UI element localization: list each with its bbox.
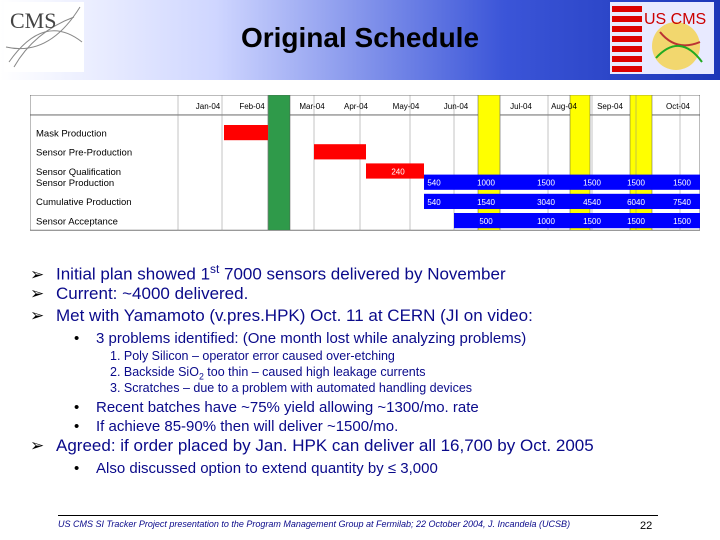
problem-item-1: 1. Poly Silicon – operator error caused over-etching [110, 349, 395, 363]
bullet-agreed: ➢ Agreed: if order placed by Jan. HPK can deliver all 16,700 by Oct. 2005 [30, 436, 594, 455]
cell-value: 1500 [627, 178, 645, 188]
cell-value: 1500 [627, 217, 645, 227]
schedule-table [30, 95, 700, 250]
footer-text: US CMS SI Tracker Project presentation to the Program Management Group at Fermilab; 22 October 2004, J. Incandela (UCSB) [58, 515, 658, 529]
month-label: May-04 [392, 102, 420, 111]
highlight-column [630, 95, 652, 230]
cell-value: 4540 [583, 197, 601, 207]
cell-value: 1500 [583, 178, 601, 188]
highlight-column [570, 95, 590, 230]
sub-bullet-rate: • If achieve 85-90% then will deliver ~1500/mo. [74, 418, 399, 435]
row-label: Sensor Pre-Production [36, 147, 133, 159]
arrow-bullet-icon: ➢ [30, 264, 45, 284]
row-label: Mask Production [36, 128, 107, 140]
cumulative-bar [424, 194, 700, 209]
cell-value: 1540 [477, 197, 495, 207]
dot-bullet-icon: • [74, 330, 80, 347]
highlight-column [478, 95, 500, 230]
month-label: Mar-04 [299, 102, 325, 111]
dot-bullet-icon: • [74, 399, 80, 416]
arrow-bullet-icon: ➢ [30, 306, 45, 325]
month-label: Jun-04 [443, 102, 469, 111]
cell-value: 540 [427, 197, 441, 207]
slide-header [0, 0, 720, 80]
bullet-meeting: ➢ Met with Yamamoto (v.pres.HPK) Oct. 11 at CERN (JI on video: [30, 306, 533, 325]
bullet-initial-plan: ➢ Initial plan showed 1st 7000 sensors delivered by November [30, 262, 506, 284]
month-label: Oct-04 [665, 102, 691, 111]
cell-value: 6040 [627, 197, 645, 207]
sub-bullet-yield: • Recent batches have ~75% yield allowing ~1300/mo. rate [74, 399, 479, 416]
cell-value: 540 [427, 178, 441, 188]
cell-value: 1500 [673, 217, 691, 227]
pre-production-bar [314, 144, 366, 159]
dot-bullet-icon: • [74, 418, 80, 435]
cell-value: 240 [391, 167, 405, 177]
month-label: Jan-04 [195, 102, 221, 111]
dot-bullet-icon: • [74, 460, 80, 477]
cell-value: 1500 [673, 178, 691, 188]
arrow-bullet-icon: ➢ [30, 436, 45, 455]
problem-item-3: 3. Scratches – due to a problem with automated handling devices [110, 381, 473, 395]
cell-value: 1000 [477, 178, 495, 188]
cell-value: 500 [479, 217, 493, 227]
arrow-bullet-icon: ➢ [30, 284, 45, 303]
row-label: Sensor Acceptance [36, 216, 118, 228]
cell-value: 1000 [537, 217, 555, 227]
cell-value: 7540 [673, 197, 691, 207]
cell-value: 1500 [583, 217, 601, 227]
month-label: Feb-04 [239, 102, 265, 111]
milestone-column [268, 95, 290, 230]
table-body [30, 115, 700, 230]
problem-item-2: 2. Backside SiO$_2$ too thin – caused high leakage currents [110, 365, 426, 382]
month-label: Jul-04 [510, 102, 532, 111]
sub-bullet-problems: • 3 problems identified: (One month lost while analyzing problems) [74, 330, 527, 347]
month-label: Sep-04 [597, 102, 623, 111]
slide-title: Original Schedule [240, 22, 480, 53]
row-label: Sensor Qualification [36, 166, 122, 178]
cell-value: 1500 [537, 178, 555, 188]
month-label: Apr-04 [343, 102, 369, 111]
row-label: Sensor Production [36, 178, 115, 190]
month-label: Aug-04 [551, 102, 577, 111]
cms-logo-text: CMS [10, 8, 57, 33]
row-label: Cumulative Production [36, 197, 132, 209]
production-bar [424, 175, 700, 190]
bullet-current: ➢ Current: ~4000 delivered. [30, 284, 249, 303]
cell-value: 3040 [537, 197, 555, 207]
mask-production-bar [224, 125, 268, 140]
page-number: 22 [640, 520, 653, 532]
sub-bullet-option: • Also discussed option to extend quantity by ≤ 3,000 [74, 460, 438, 477]
us-cms-logo-text: US CMS [644, 11, 707, 28]
